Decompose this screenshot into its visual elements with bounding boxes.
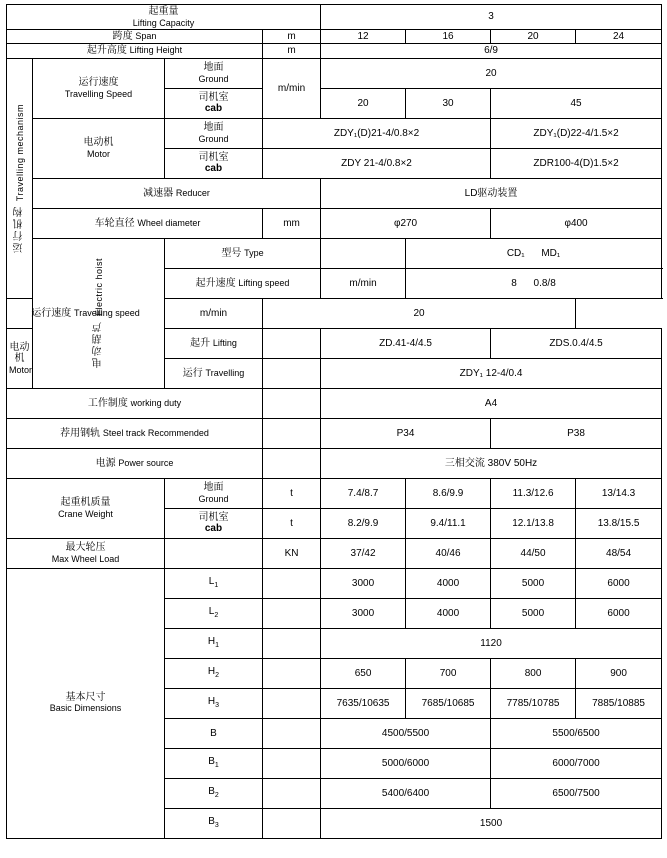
value-lifting-speed-0: 8 [511,277,517,289]
row-label-hoist-travel-speed-en: Travelling speed [74,307,140,318]
value-span-2: 20 [491,29,576,44]
row-label-hoist-travel-speed-cn: 运行速度 [31,307,72,319]
dim-label-b [165,718,263,748]
row-label-span [7,29,263,44]
value-type-1: MD₁ [541,247,561,259]
row-label-type-cn: 型号 [221,247,242,259]
row-label-type [165,238,321,268]
row-label-span-cn: 跨度 [112,30,133,42]
sublabel-ground-cn: 地面 [203,62,224,74]
dim-label-b3-text: B [208,816,215,828]
row-label-capacity [7,5,321,30]
sublabel-travelling-cn: 运行 [182,367,203,379]
section-hoist-en: Electric hoist [93,258,104,317]
dim-label-b1 [165,748,263,778]
value-span-3: 24 [576,29,662,44]
dim-unit-h2 [263,658,321,688]
sublabel-motor-ground-en: Ground [198,133,229,144]
unit-type-empty [321,238,406,268]
sublabel-travelling-en: Travelling [205,367,245,378]
value-max-wheel-load-1: 40/46 [406,538,491,568]
dim-l2-3: 6000 [576,598,662,628]
dim-l1-2: 5000 [491,568,576,598]
dim-b2-1: 6500/7500 [491,778,662,808]
row-label-capacity-en: Lifting Capacity [132,17,195,28]
table-row-power-source [7,448,662,478]
table-row-span [7,29,662,44]
row-label-reducer-en: Reducer [175,187,210,198]
dim-h2-2: 800 [491,658,576,688]
dim-l1-1: 4000 [406,568,491,598]
dim-b1-0: 5000/6000 [321,748,491,778]
row-label-reducer [33,178,321,208]
value-lifting-height: 6/9 [321,44,662,59]
table-row-working-duty [7,388,662,418]
row-label-power-source [7,448,263,478]
dim-label-h3 [165,688,263,718]
table-row-dim-l1 [7,568,662,598]
sublabel-motor-cab-en: cab [204,163,223,175]
dim-h3-3: 7885/10885 [576,688,662,718]
row-label-max-wheel-load-cn: 最大轮压 [65,542,106,554]
sublabel-motor-ground-cn: 地面 [203,122,224,134]
row-label-motor-travel [33,118,165,178]
dim-label-b2-sub: 2 [214,792,219,800]
value-power-source: 三相交流 380V 50Hz [321,448,662,478]
unit-crane-weight-cab: t [263,508,321,538]
dim-h3-1: 7685/10685 [406,688,491,718]
table-row-motor-travel-ground [7,118,662,148]
row-label-capacity-cn: 起重量 [148,6,179,17]
table-row-steel-track [7,418,662,448]
row-label-basic-dimensions [7,568,165,838]
value-max-wheel-load-0: 37/42 [321,538,406,568]
table-row-crane-weight-ground [7,478,662,508]
row-label-hoist-travel-speed [7,298,165,328]
dim-label-l2-sub: 2 [214,612,219,620]
value-crane-weight-ground-1: 8.6/9.9 [406,478,491,508]
value-type [406,238,662,268]
table-row-reducer [7,178,662,208]
dim-b3-value: 1500 [321,808,662,838]
dim-b1-1: 6000/7000 [491,748,662,778]
dim-label-h1-sub: 1 [215,642,220,650]
value-motor-travel-cab-0: ZDY 21-4/0.8×2 [263,148,491,178]
value-lifting-speed-1: 0.8/8 [533,277,556,289]
unit-motor-hoist-lifting-empty [263,328,321,358]
value-motor-hoist-lifting-1: ZDS.0.4/4.5 [491,328,662,358]
value-span-0: 12 [321,29,406,44]
section-travelling-cn: 运行机构 [13,204,25,253]
row-label-reducer-cn: 减速器 [143,187,174,199]
sublabel-lifting-en: Lifting [212,337,237,348]
sublabel-cab-cn: 司机室 [198,91,229,103]
sublabel-motor-ground [165,118,263,148]
row-label-lifting-height-en: Lifting Height [129,45,183,56]
value-reducer: LD驱动装置 [321,178,662,208]
dim-label-h1-text: H [207,636,216,648]
unit-power-source-empty [263,448,321,478]
dim-label-l2 [165,598,263,628]
dim-b2-0: 5400/6400 [321,778,491,808]
table-row-max-wheel-load [7,538,662,568]
unit-lifting-height: m [263,44,321,59]
sublabel-cab-en: cab [204,103,223,115]
row-label-max-wheel-load-en: Max Wheel Load [51,553,120,564]
value-wheel-diameter-0: φ270 [321,208,491,238]
unit-lifting-speed: m/min [321,268,406,298]
dim-label-h2-text: H [207,666,216,678]
dim-b-1: 5500/6500 [491,718,662,748]
row-label-crane-weight-en: Crane Weight [58,508,113,519]
crane-specification-table [6,4,662,839]
dim-label-l1 [165,568,263,598]
dim-unit-b3 [263,808,321,838]
row-label-basic-dimensions-cn: 基本尺寸 [65,691,106,703]
value-motor-hoist-travelling: ZDY₁ 12-4/0.4 [321,358,662,388]
dim-label-l1-text: L [208,576,215,588]
row-label-motor-hoist-cn: 电动机 [9,341,30,365]
dim-label-b3 [165,808,263,838]
value-crane-weight-cab-3: 13.8/15.5 [576,508,662,538]
row-label-crane-weight [7,478,165,538]
sublabel-motor-cab-cn: 司机室 [198,151,229,163]
dim-unit-b1 [263,748,321,778]
row-label-lifting-height [7,44,263,59]
row-label-type-en: Type [244,247,264,258]
dim-unit-l2 [263,598,321,628]
value-lifting-speed [406,268,662,298]
value-hoist-travel-speed: 20 [263,298,576,328]
value-travelling-speed-cab-0: 20 [321,88,406,118]
dim-l1-0: 3000 [321,568,406,598]
dim-l2-2: 5000 [491,598,576,628]
row-label-wheel-diameter [33,208,263,238]
section-travelling-en: Travelling mechanism [14,103,25,202]
row-label-lifting-speed-cn: 起升速度 [195,277,236,289]
value-crane-weight-ground-3: 13/14.3 [576,478,662,508]
sublabel-crane-weight-ground [165,478,263,508]
dim-label-h3-text: H [207,696,216,708]
table-row-capacity [7,5,662,30]
sublabel-crane-cab-cn: 司机室 [198,511,229,523]
sublabel-crane-cab-en: cab [204,523,223,535]
dim-label-b2 [165,778,263,808]
value-wheel-diameter-1: φ400 [491,208,662,238]
value-capacity: 3 [321,5,662,30]
table-row-hoist-type [7,238,662,268]
dim-h3-2: 7785/10785 [491,688,576,718]
dim-label-l2-text: L [208,606,215,618]
value-travelling-speed-cab-2: 45 [491,88,662,118]
unit-steel-track-empty [263,418,321,448]
dim-h1-value: 1120 [321,628,662,658]
value-crane-weight-cab-2: 12.1/13.8 [491,508,576,538]
dim-label-b3-sub: 3 [214,822,219,830]
value-span-1: 16 [406,29,491,44]
table-row-wheel-diameter [7,208,662,238]
sublabel-travelling-speed-ground [165,58,263,88]
sublabel-ground-en: Ground [198,73,229,84]
dim-l2-0: 3000 [321,598,406,628]
dim-label-b1-text: B [208,756,215,768]
dim-label-b-text: B [210,727,217,739]
value-motor-travel-ground-1: ZDY₁(D)22-4/1.5×2 [491,118,662,148]
dim-unit-b [263,718,321,748]
sublabel-crane-ground-cn: 地面 [203,482,224,494]
value-max-wheel-load-2: 44/50 [491,538,576,568]
row-label-max-wheel-load [7,538,165,568]
row-label-lifting-speed-en: Lifting speed [238,277,290,288]
row-label-crane-weight-cn: 起重机质量 [60,497,111,509]
value-steel-track-1: P38 [491,418,662,448]
dim-unit-h3 [263,688,321,718]
unit-motor-hoist-travelling-empty [263,358,321,388]
dim-label-h2-sub: 2 [215,672,220,680]
value-crane-weight-ground-2: 11.3/12.6 [491,478,576,508]
unit-hoist-travel-speed: m/min [165,298,263,328]
value-motor-travel-ground-0: ZDY₁(D)21-4/0.8×2 [263,118,491,148]
dim-label-h3-sub: 3 [215,702,220,710]
row-label-steel-track-en: Steel track Recommended [102,427,209,438]
row-label-steel-track-cn: 荐用钢轨 [60,427,101,439]
row-label-travelling-speed-cn: 运行速度 [78,77,119,89]
dim-l1-3: 6000 [576,568,662,598]
row-label-wheel-diameter-cn: 车轮直径 [94,217,135,229]
value-working-duty: A4 [321,388,662,418]
row-label-motor-hoist [7,328,33,388]
value-max-wheel-load-3: 48/54 [576,538,662,568]
unit-wheel-diameter: mm [263,208,321,238]
unit-span: m [263,29,321,44]
section-travelling-mechanism [7,58,33,298]
row-label-wheel-diameter-en: Wheel diameter [137,217,201,228]
dim-unit-h1 [263,628,321,658]
value-crane-weight-cab-0: 8.2/9.9 [321,508,406,538]
unit-working-duty-empty [263,388,321,418]
dim-unit-b2 [263,778,321,808]
row-label-motor-hoist-en: Motor [9,364,33,375]
dim-h2-3: 900 [576,658,662,688]
dim-label-h1 [165,628,263,658]
dim-h2-0: 650 [321,658,406,688]
value-motor-travel-cab-1: ZDR100-4(D)1.5×2 [491,148,662,178]
dim-h3-0: 7635/10635 [321,688,406,718]
row-label-travelling-speed [33,58,165,118]
row-label-motor-travel-cn: 电动机 [83,137,114,149]
value-travelling-speed-cab-1: 30 [406,88,491,118]
dim-b-0: 4500/5500 [321,718,491,748]
sublabel-lifting-cn: 起升 [190,337,211,349]
dim-unit-l1 [263,568,321,598]
value-crane-weight-ground-0: 7.4/8.7 [321,478,406,508]
dim-label-b2-text: B [208,786,215,798]
sublabel-max-wheel-load-empty [165,538,263,568]
row-label-span-en: Span [135,30,157,41]
row-label-lifting-height-cn: 起升高度 [86,45,127,57]
section-hoist-cn: 电动葫芦 [92,320,104,369]
sublabel-crane-ground-en: Ground [198,493,229,504]
value-motor-hoist-lifting-0: ZD.41-4/4.5 [321,328,491,358]
dim-h2-1: 700 [406,658,491,688]
row-label-working-duty [7,388,263,418]
sublabel-motor-hoist-travelling [165,358,263,388]
sublabel-travelling-speed-cab [165,88,263,118]
unit-max-wheel-load: KN [263,538,321,568]
value-travelling-speed-ground: 20 [321,58,662,88]
sublabel-motor-cab [165,148,263,178]
table-row-lifting-height [7,44,662,59]
value-crane-weight-cab-1: 9.4/11.1 [406,508,491,538]
row-label-power-source-en: Power source [118,457,174,468]
unit-travelling-speed: m/min [263,58,321,118]
row-label-power-source-cn: 电源 [95,457,116,469]
row-label-steel-track [7,418,263,448]
table-row-travelling-speed-ground [7,58,662,88]
row-label-travelling-speed-en: Travelling Speed [64,88,133,99]
dim-l2-1: 4000 [406,598,491,628]
dim-label-b1-sub: 1 [214,762,219,770]
value-type-0: CD₁ [506,247,525,259]
sublabel-motor-hoist-lifting [165,328,263,358]
row-label-motor-travel-en: Motor [86,148,110,159]
value-steel-track-0: P34 [321,418,491,448]
unit-crane-weight-ground: t [263,478,321,508]
row-label-working-duty-cn: 工作制度 [87,397,128,409]
row-label-basic-dimensions-en: Basic Dimensions [49,703,122,714]
row-label-working-duty-en: working duty [130,397,182,408]
row-label-lifting-speed [165,268,321,298]
sublabel-crane-weight-cab [165,508,263,538]
dim-label-l1-sub: 1 [214,582,219,590]
dim-label-h2 [165,658,263,688]
